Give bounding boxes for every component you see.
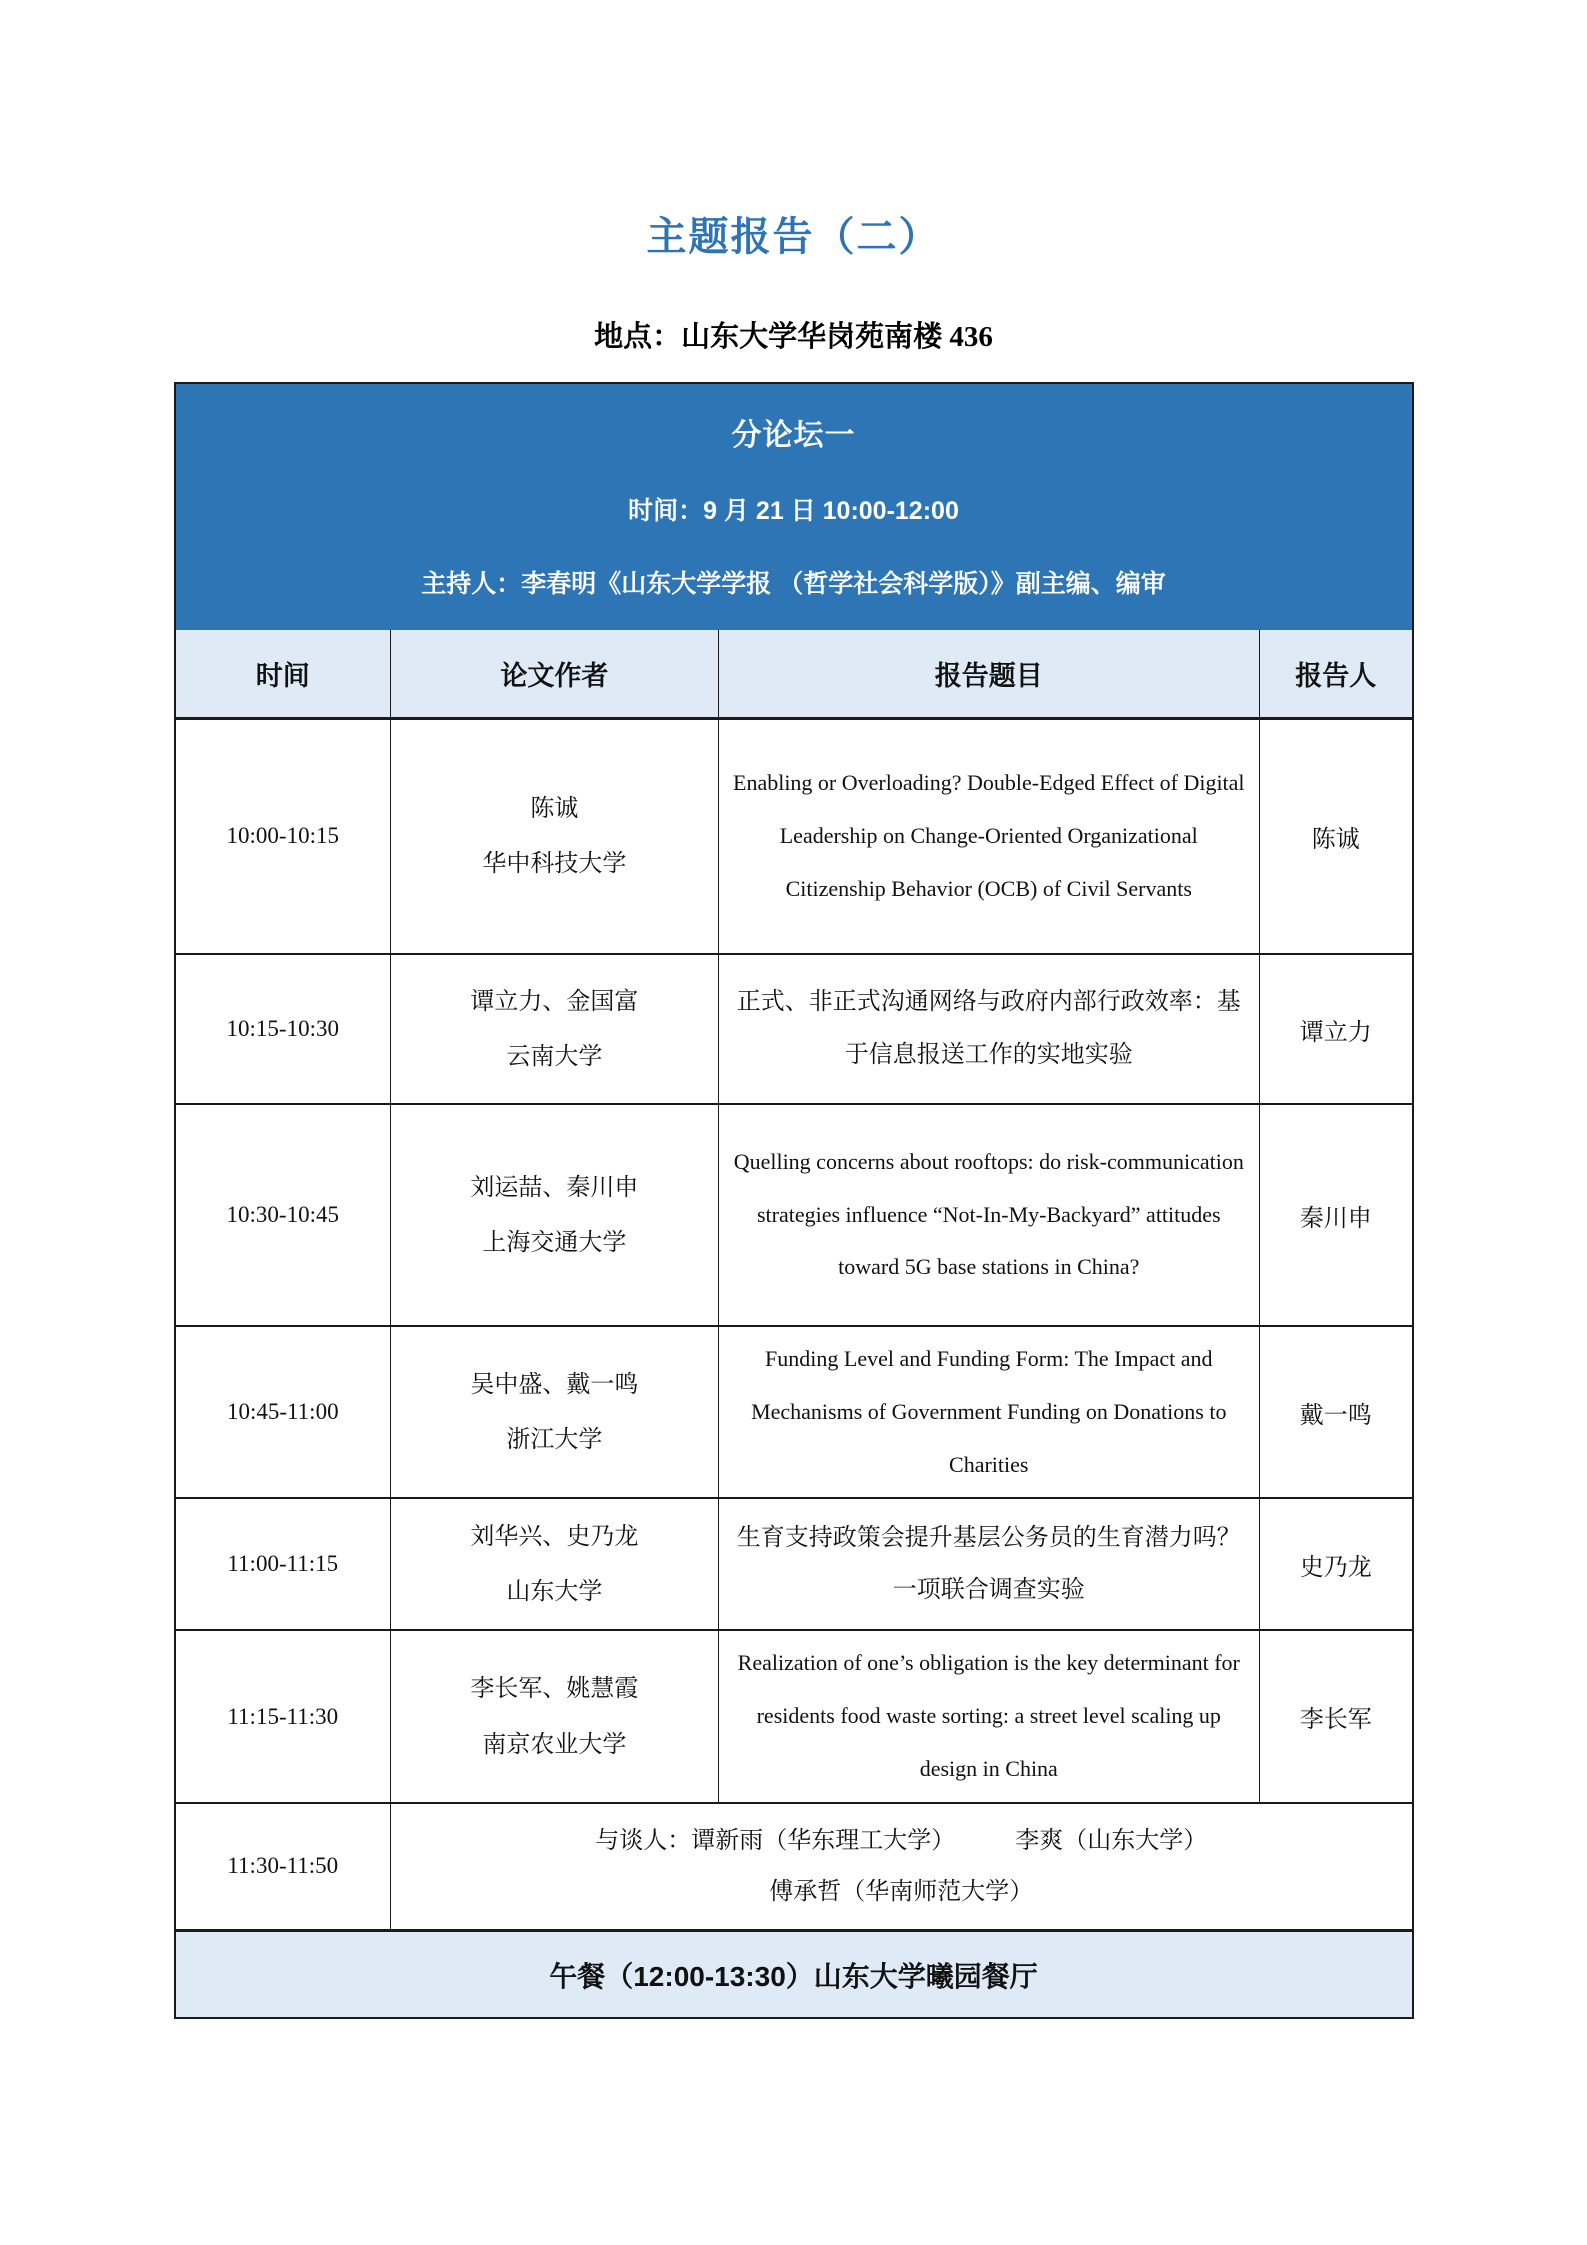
time-cell: 11:00-11:15 bbox=[176, 1498, 391, 1630]
header-presenter: 报告人 bbox=[1259, 630, 1411, 718]
authors-cell bbox=[391, 1104, 719, 1326]
presenter-cell: 秦川申 bbox=[1259, 1104, 1411, 1326]
discussants-cell bbox=[391, 1803, 1412, 1931]
time-cell: 11:30-11:50 bbox=[176, 1803, 391, 1931]
presenter-cell: 戴一鸣 bbox=[1259, 1326, 1411, 1498]
paper-title-cell: Enabling or Overloading? Double-Edged Effect of Digital Leadership on Change-Oriented Organizational Citizenship Behavior (OCB) of Civil Servants bbox=[718, 718, 1259, 954]
paper-title-cell: Funding Level and Funding Form: The Impact and Mechanisms of Government Funding on Donations to Charities bbox=[718, 1326, 1259, 1498]
table-row bbox=[176, 1104, 1412, 1326]
author-affiliation: 华中科技大学 bbox=[482, 850, 627, 878]
time-cell: 11:15-11:30 bbox=[176, 1630, 391, 1802]
header-time: 时间 bbox=[176, 630, 391, 718]
discussants-line2: 傅承哲（华南师范大学） bbox=[769, 1877, 1034, 1905]
time-cell: 10:00-10:15 bbox=[176, 718, 391, 954]
author-names: 刘运喆、秦川申 bbox=[470, 1173, 639, 1201]
author-affiliation: 南京农业大学 bbox=[482, 1730, 627, 1758]
authors-cell bbox=[391, 1630, 719, 1802]
time-cell: 10:15-10:30 bbox=[176, 954, 391, 1104]
forum-time: 时间：9 月 21 日 10:00-12:00 bbox=[628, 497, 959, 525]
lunch-cell: 午餐（12:00-13:30）山东大学曦园餐厅 bbox=[176, 1931, 1412, 2017]
time-cell: 10:45-11:00 bbox=[176, 1326, 391, 1498]
presenter-cell: 谭立力 bbox=[1259, 954, 1411, 1104]
paper-title-cell: 生育支持政策会提升基层公务员的生育潜力吗？一项联合调查实验 bbox=[718, 1498, 1259, 1630]
author-names: 刘华兴、史乃龙 bbox=[470, 1523, 639, 1551]
lunch-row bbox=[176, 1931, 1412, 2017]
presenter-cell: 李长军 bbox=[1259, 1630, 1411, 1802]
discussants-line1: 与谈人：谭新雨（华东理工大学） 李爽（山东大学） bbox=[595, 1827, 1208, 1855]
presenter-cell: 陈诚 bbox=[1259, 718, 1411, 954]
author-names: 陈诚 bbox=[530, 795, 579, 823]
authors-cell bbox=[391, 718, 719, 954]
table-row bbox=[176, 718, 1412, 954]
table-row bbox=[176, 1498, 1412, 1630]
paper-title-cell: Realization of one’s obligation is the key determinant for residents food waste sorting: a street level scaling up design in China bbox=[718, 1630, 1259, 1802]
paper-title-cell: 正式、非正式沟通网络与政府内部行政效率：基于信息报送工作的实地实验 bbox=[718, 954, 1259, 1104]
forum-name: 分论坛一 bbox=[731, 419, 856, 452]
author-affiliation: 山东大学 bbox=[506, 1578, 603, 1606]
table-header-row bbox=[176, 630, 1412, 718]
header-title: 报告题目 bbox=[718, 630, 1259, 718]
author-names: 谭立力、金国富 bbox=[470, 987, 639, 1015]
paper-title-cell: Quelling concerns about rooftops: do risk-communication strategies influence “Not-In-My-Backyard” attitudes toward 5G base stations in China? bbox=[718, 1104, 1259, 1326]
author-affiliation: 上海交通大学 bbox=[482, 1229, 627, 1256]
header-authors: 论文作者 bbox=[391, 630, 719, 718]
author-names: 李长军、姚慧霞 bbox=[470, 1675, 639, 1703]
table-row bbox=[176, 1630, 1412, 1802]
presenter-cell: 史乃龙 bbox=[1259, 1498, 1411, 1630]
time-cell: 10:30-10:45 bbox=[176, 1104, 391, 1326]
authors-cell bbox=[391, 954, 719, 1104]
page-title: 主题报告（二） bbox=[646, 214, 941, 259]
table-row bbox=[176, 1326, 1412, 1498]
discussion-row bbox=[176, 1803, 1412, 1931]
authors-cell bbox=[391, 1326, 719, 1498]
author-affiliation: 浙江大学 bbox=[506, 1426, 603, 1454]
forum-banner bbox=[176, 384, 1412, 630]
table-row bbox=[176, 954, 1412, 1104]
schedule-block bbox=[174, 382, 1414, 2019]
schedule-table bbox=[176, 630, 1412, 2017]
location-line: 地点：山东大学华岗苑南楼 436 bbox=[594, 321, 993, 353]
forum-host: 主持人：李春明《山东大学学报 （哲学社会科学版）》副主编、编审 bbox=[421, 570, 1166, 598]
author-names: 吴中盛、戴一鸣 bbox=[470, 1371, 639, 1398]
author-affiliation: 云南大学 bbox=[506, 1043, 603, 1070]
authors-cell bbox=[391, 1498, 719, 1630]
